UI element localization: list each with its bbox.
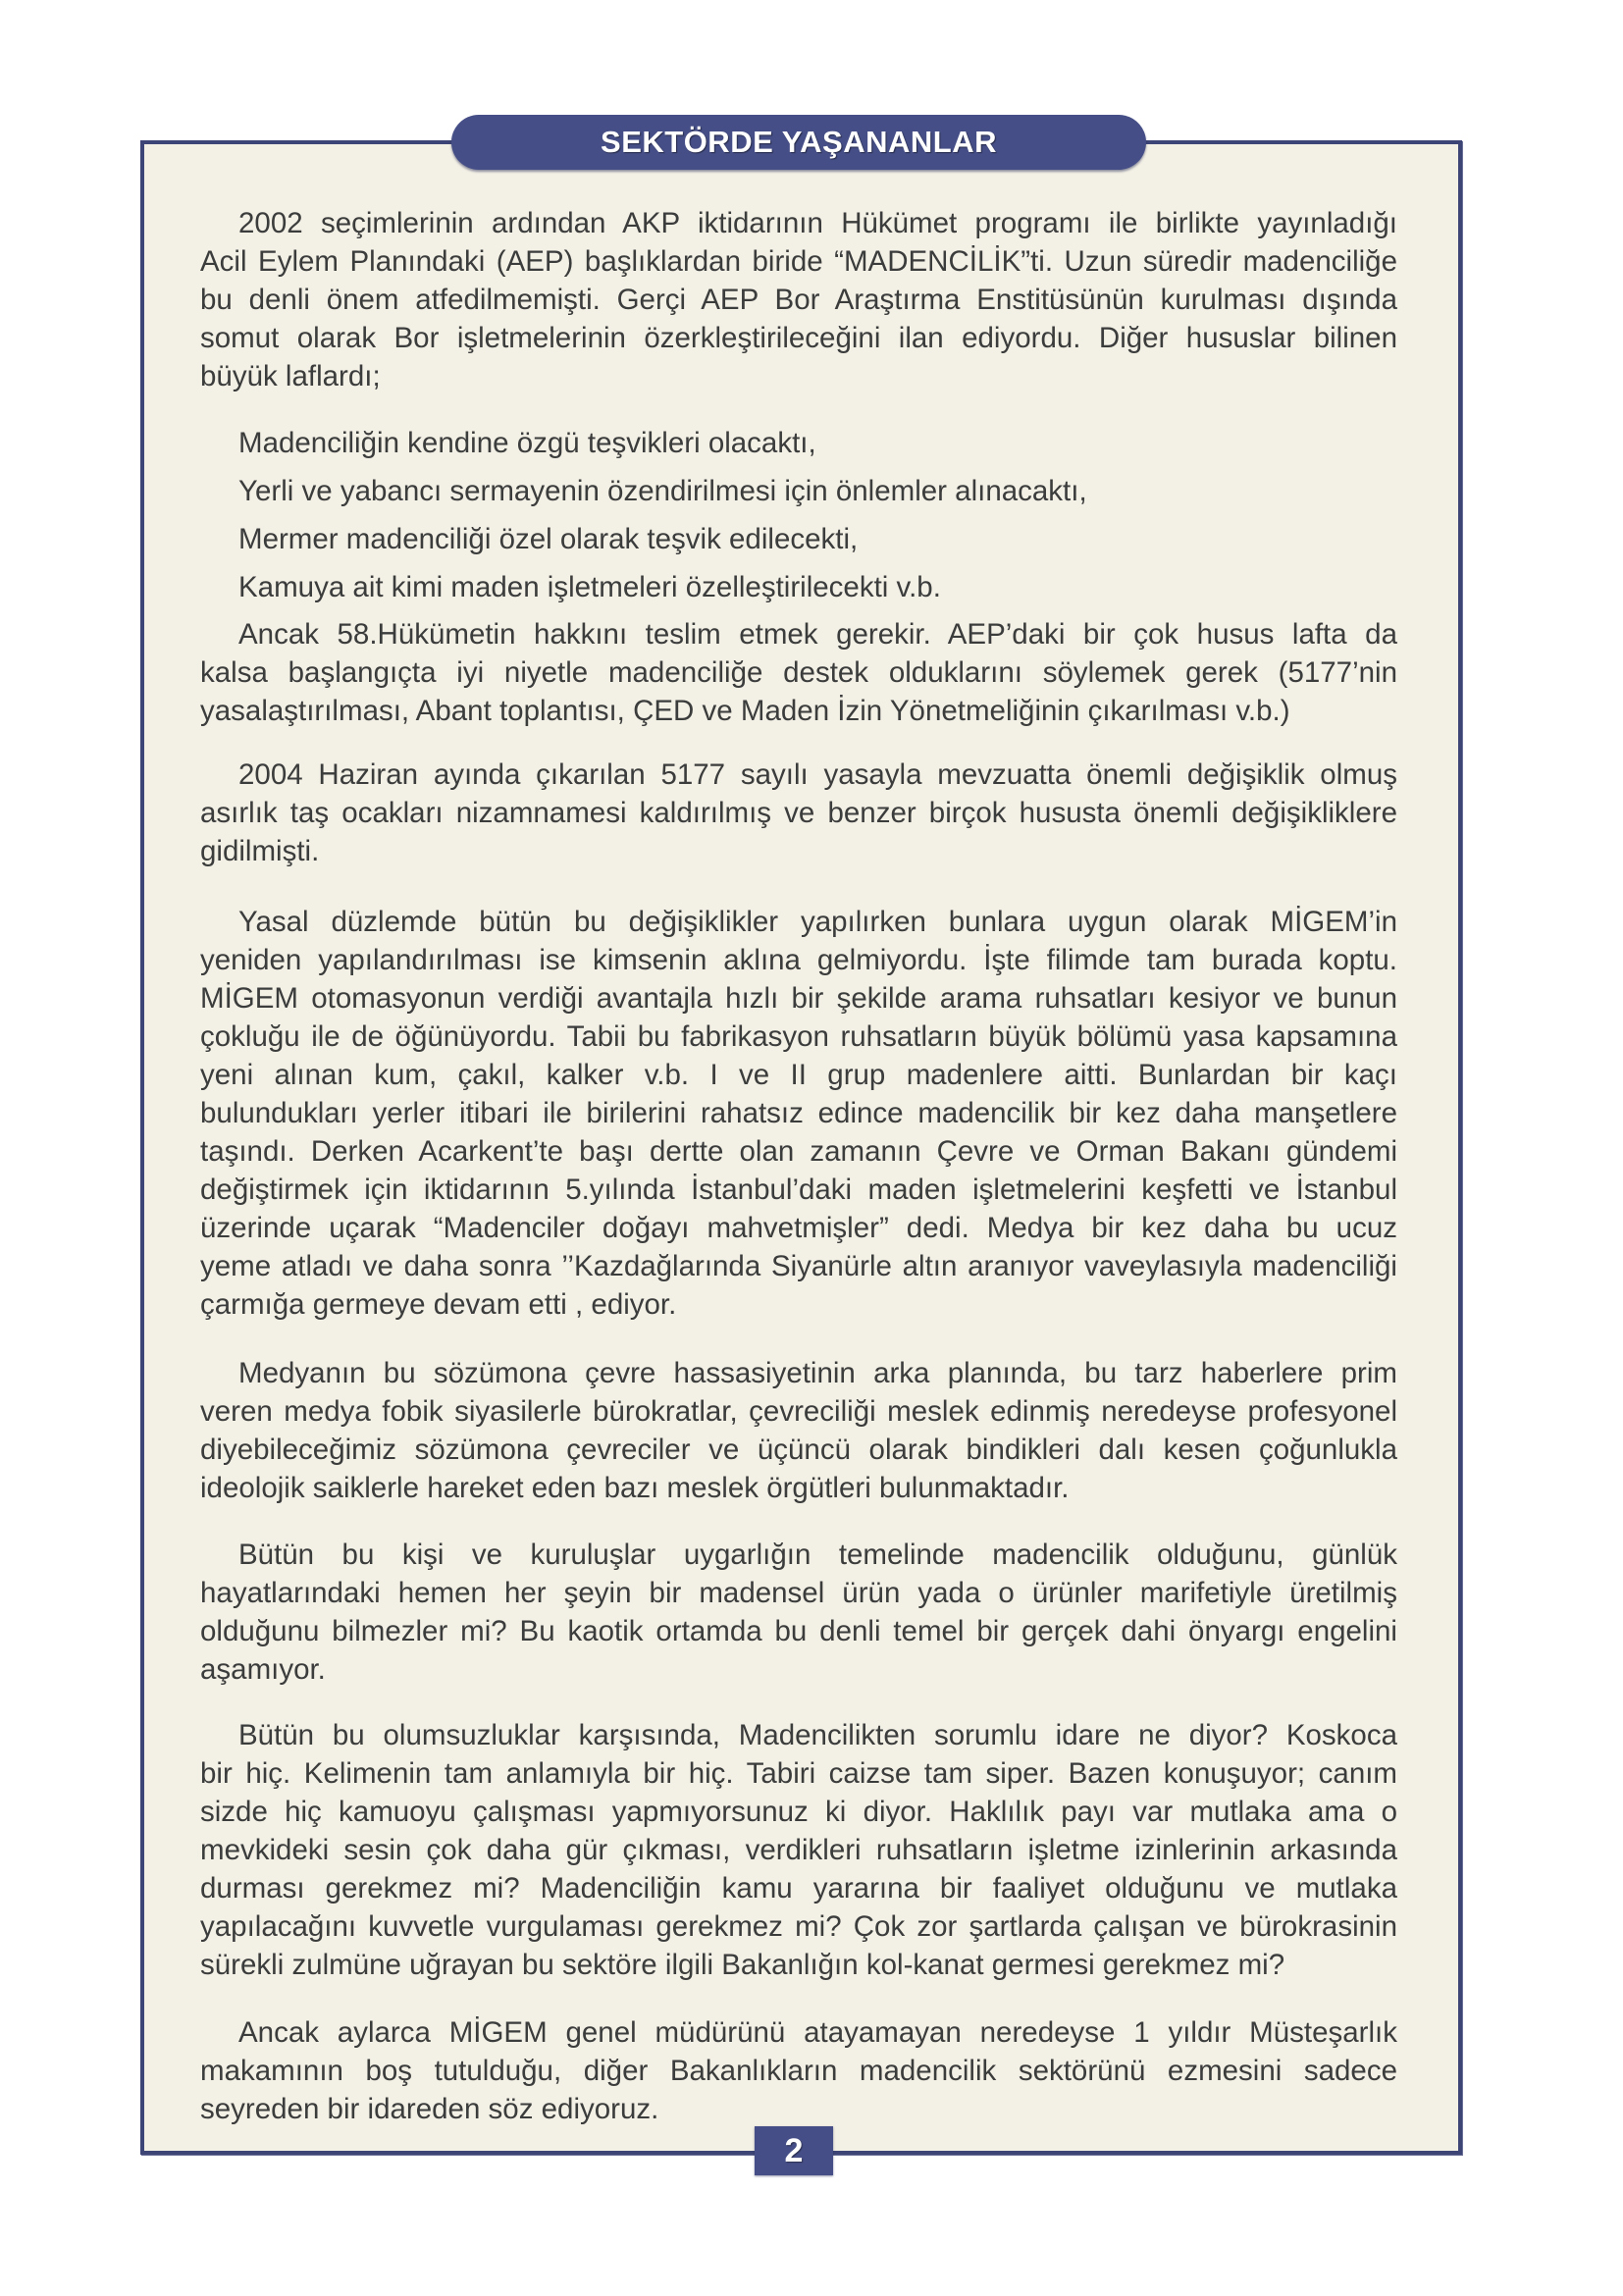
intro-paragraph — [200, 204, 1397, 395]
promise-item: Kamuya ait kimi maden işletmeleri özelleştirilecekti v.b. — [238, 571, 941, 603]
text-line: çokluğu ile de öğünüyordu. Tabii bu fabrikasyon ruhsatların büyük bölümü yasa kapsamına — [200, 1020, 1397, 1053]
text-line: durması gerekmez mi? Madenciliğin kamu yararına bir faaliyet olduğunu ve mutlaka — [200, 1872, 1397, 1905]
text-line: kalsa başlangıçta iyi niyetle madenciliğe destek olduklarını söylemek gerek (5177’nin — [200, 656, 1397, 689]
text-line: çarmığa germeye devam etti , ediyor. — [200, 1288, 677, 1321]
text-line: makamının boş tutulduğu, diğer Bakanlıkların madencilik sektörünü ezmesini sadece — [200, 2055, 1397, 2087]
promise-list — [200, 419, 1397, 611]
text-line: 2004 Haziran ayında çıkarılan 5177 sayılı yasayla mevzuatta önemli değişiklik olmuş — [238, 758, 1397, 791]
text-line: bir hiç. Kelimenin tam anlamıyla bir hiç. Tabiri caizse tam siper. Bazen konuşuyor; canım — [200, 1757, 1397, 1790]
text-line: 2002 seçimlerinin ardından AKP iktidarının Hükümet programı ile birlikte yayınladığı — [238, 207, 1397, 239]
text-line: yapılacağını kuvvetle vurgulaması gerekmez mi? Çok zor şartlarda çalışan ve bürokrasinin — [200, 1910, 1397, 1943]
paragraph — [200, 615, 1397, 730]
paragraph — [200, 1716, 1397, 1984]
paragraph — [200, 903, 1397, 1324]
text-line: ideolojik saiklerle hareket eden bazı meslek örgütleri bulunmaktadır. — [200, 1472, 1070, 1504]
text-line: gidilmişti. — [200, 835, 320, 867]
text-line: Bütün bu olumsuzluklar karşısında, Madencilikten sorumlu idare ne diyor? Koskoca — [238, 1719, 1397, 1751]
page-number-badge — [755, 2126, 833, 2175]
text-line: değiştirmek için iktidarının 5.yılında İstanbul’daki maden işletmelerini keşfetti ve İstanbul — [200, 1174, 1397, 1206]
text-line: yeme atladı ve daha sonra ’’Kazdağlarında Siyanürle altın aranıyor vaveylasıyla madenciliği — [200, 1250, 1397, 1282]
paragraph — [200, 1354, 1397, 1507]
text-line: sürekli zulmüne uğrayan bu sektöre ilgili Bakanlığın kol-kanat germesi gerekmez mi? — [200, 1949, 1285, 1981]
text-line: Yasal düzlemde bütün bu değişiklikler yapılırken bunlara uygun olarak MİGEM’in — [238, 906, 1397, 938]
text-line: sizde hiç kamuoyu çalışması yapmıyorsunuz ki diyor. Haklılık payı var mutlaka ama o — [200, 1796, 1397, 1828]
text-line: yeni alınan kum, çakıl, kalker v.b. I ve II grup madenlere aitti. Bunlardan bir kaçı — [200, 1059, 1397, 1091]
page-number: 2 — [784, 2131, 804, 2169]
paragraph — [200, 2013, 1397, 2128]
text-line: Acil Eylem Planındaki (AEP) başlıklardan biride “MADENCİLİK”ti. Uzun süredir madenciliğe — [200, 245, 1397, 278]
text-line: asırlık taş ocakları nizamnamesi kaldırılmış ve benzer birçok hususta önemli değişikliklere — [200, 797, 1397, 829]
text-line: mevkideki sesin çok daha gür çıkması, verdikleri ruhsatların işletme izinlerinin arkasında — [200, 1834, 1397, 1866]
text-line: büyük laflardı; — [200, 360, 381, 392]
text-line: yasalaştırılması, Abant toplantısı, ÇED ve Maden İzin Yönetmeliğinin çıkarılması v.b.) — [200, 695, 1290, 727]
text-line: yeniden yapılandırılması ise kimsenin aklına gelmiyordu. İşte filimde tam burada koptu. — [200, 944, 1397, 976]
paragraph — [200, 1536, 1397, 1689]
text-line: somut olarak Bor işletmelerinin özerkleştirileceğini ilan ediyordu. Diğer hususlar bilinen — [200, 322, 1397, 354]
text-line: bu denli önem atfedilmemişti. Gerçi AEP Bor Araştırma Enstitüsünün kurulması dışında — [200, 284, 1397, 316]
promise-item: Yerli ve yabancı sermayenin özendirilmesi için önlemler alınacaktı, — [238, 475, 1087, 507]
text-line: aşamıyor. — [200, 1653, 326, 1686]
text-line: diyebileceğimiz sözümona çevreciler ve üçüncü olarak bindikleri dalı kesen çoğunlukla — [200, 1434, 1397, 1466]
text-line: seyreden bir idareden söz ediyoruz. — [200, 2093, 659, 2125]
promise-item: Mermer madenciliği özel olarak teşvik edilecekti, — [238, 523, 859, 555]
text-line: Bütün bu kişi ve kuruluşlar uygarlığın temelinde madencilik olduğunu, günlük — [238, 1539, 1397, 1571]
article-body — [200, 204, 1397, 2128]
section-title: SEKTÖRDE YAŞANANLAR — [601, 125, 997, 159]
promise-item: Madenciliğin kendine özgü teşvikleri olacaktı, — [238, 427, 816, 459]
text-line: Ancak aylarca MİGEM genel müdürünü atayamayan neredeyse 1 yıldır Müsteşarlık — [238, 2016, 1397, 2049]
section-title-banner — [451, 115, 1146, 170]
paragraph — [200, 756, 1397, 870]
text-line: üzerinde uçarak “Madenciler doğayı mahvetmişler” dedi. Medya bir kez daha bu ucuz — [200, 1212, 1397, 1244]
text-line: Medyanın bu sözümona çevre hassasiyetinin arka planında, bu tarz haberlere prim — [238, 1357, 1397, 1389]
text-line: hayatlarındaki hemen her şeyin bir madensel ürün yada o ürünler marifetiyle üretilmiş — [200, 1577, 1397, 1609]
text-line: taşındı. Derken Acarkent’te başı dertte olan zamanın Çevre ve Orman Bakanı gündemi — [200, 1135, 1397, 1168]
text-line: olduğunu bilmezler mi? Bu kaotik ortamda bu denli temel bir gerçek dahi önyargı engelini — [200, 1615, 1397, 1647]
text-line: veren medya fobik siyasilerle bürokratlar, çevreciliği meslek edinmiş neredeyse profesyonel — [200, 1395, 1397, 1428]
text-line: MİGEM otomasyonun verdiği avantajla hızlı bir şekilde arama ruhsatları kesiyor ve bunun — [200, 982, 1397, 1015]
text-line: Ancak 58.Hükümetin hakkını teslim etmek gerekir. AEP’daki bir çok husus lafta da — [238, 618, 1397, 651]
text-line: bulundukları yerler itibari ile birilerini rahatsız edince madencilik bir kez daha manşetlere — [200, 1097, 1397, 1129]
paragraphs — [200, 615, 1397, 2128]
